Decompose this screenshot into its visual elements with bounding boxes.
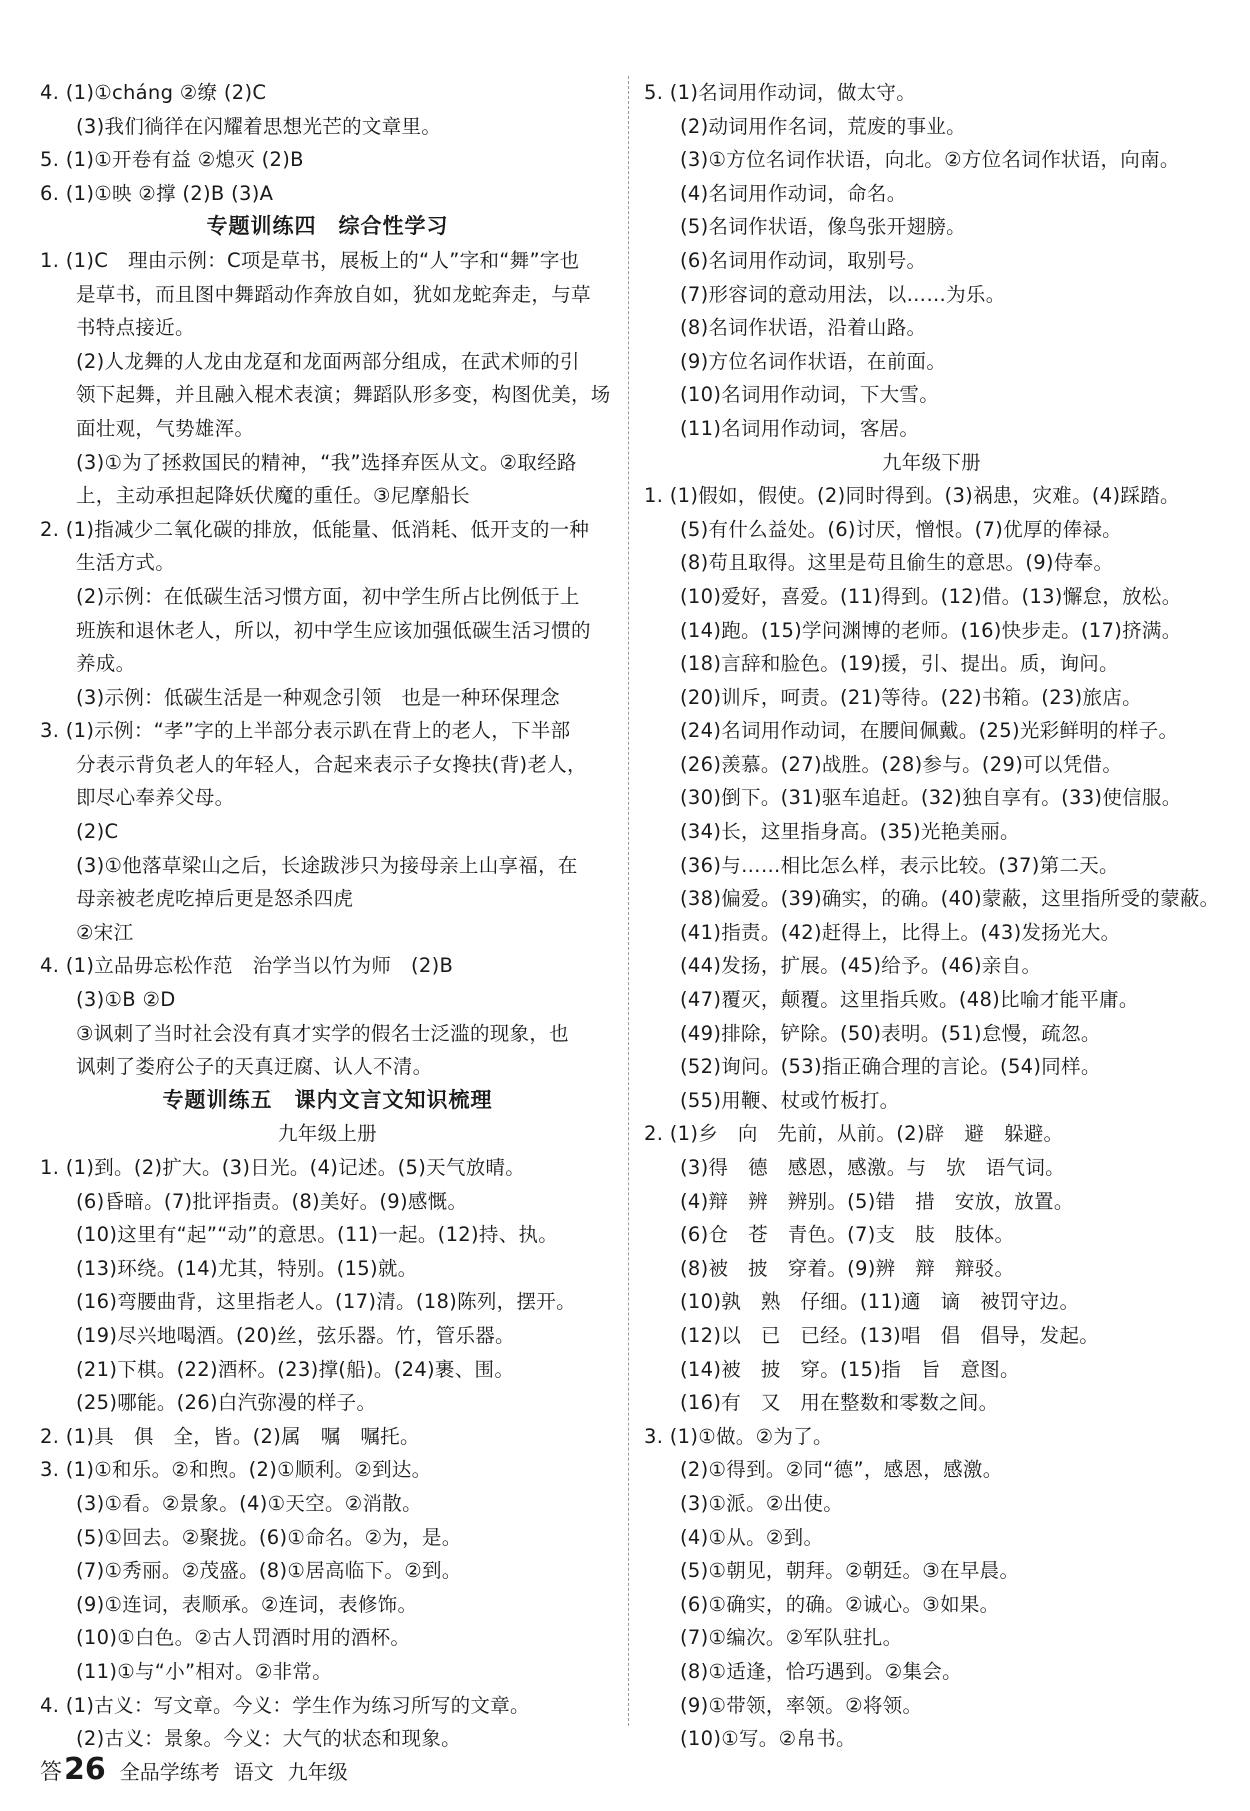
- answer-line: 3. (1)①和乐。②和煦。(2)①顺利。②到达。: [40, 1458, 432, 1482]
- subject-label: 语文: [233, 1760, 274, 1784]
- answer-line: (5)①回去。②聚拢。(6)①命名。②为，是。: [76, 1525, 462, 1549]
- answer-line: (6)名词用作动词，取别号。: [680, 248, 927, 272]
- right-column: [644, 76, 1220, 1751]
- answer-line: (10)孰 熟 仔细。(11)適 谪 被罚守边。: [680, 1290, 1080, 1314]
- answer-line: (13)环绕。(14)尤其，特别。(15)就。: [76, 1256, 418, 1280]
- answer-line: 1. (1)假如，假使。(2)同时得到。(3)祸患，灾难。(4)踩踏。: [644, 484, 1180, 508]
- answer-line: 4. (1)古义：写文章。今义：学生作为练习所写的文章。: [40, 1693, 530, 1717]
- answer-line: 6. (1)①映 ②撑 (2)B (3)A: [40, 181, 274, 205]
- answer-line: (3)①方位名词作状语，向北。②方位名词作状语，向南。: [680, 148, 1180, 172]
- answer-line: (3)我们徜徉在闪耀着思想光芒的文章里。: [76, 114, 442, 138]
- answer-line: (41)指责。(42)赶得上，比得上。(43)发扬光大。: [680, 920, 1121, 944]
- answer-line: (2)动词用作名词，荒废的事业。: [680, 114, 966, 138]
- answer-line: (3)①他落草梁山之后，长途跋涉只为接母亲上山享福，在: [76, 853, 578, 877]
- answer-line: 2. (1)乡 向 先前，从前。(2)辟 避 躲避。: [644, 1122, 1064, 1146]
- answer-line: (4)辩 辨 辨别。(5)错 措 安放，放置。: [680, 1189, 1074, 1213]
- answer-line: 上，主动承担起降妖伏魔的重任。③尼摩船长: [76, 484, 470, 508]
- answer-line: 5. (1)①开卷有益 ②熄灭 (2)B: [40, 148, 304, 172]
- answer-line: (21)下棋。(22)酒杯。(23)撑(船)。(24)裹、围。: [76, 1357, 515, 1381]
- answer-line: (55)用鞭、杖或竹板打。: [680, 1088, 900, 1112]
- answer-line: (7)形容词的意动用法，以……为乐。: [680, 282, 1006, 306]
- answer-line: 3. (1)示例：“孝”字的上半部分表示趴在背上的老人，下半部: [40, 719, 571, 743]
- answer-line: (52)询问。(53)指正确合理的言论。(54)同样。: [680, 1055, 1101, 1079]
- left-column: [40, 76, 615, 1751]
- answer-line: (2)①得到。②同“德”，感恩，感激。: [680, 1458, 1003, 1482]
- answer-line: (7)①编次。②军队驻扎。: [680, 1626, 903, 1650]
- answer-line: (3)①派。②出使。: [680, 1491, 844, 1515]
- answer-line: (8)被 披 穿着。(9)辨 辩 辩驳。: [680, 1256, 1015, 1280]
- answer-line: (2)C: [76, 820, 119, 844]
- answer-line: 2. (1)指减少二氧化碳的排放，低能量、低消耗、低开支的一种: [40, 517, 590, 541]
- answer-line: (3)示例：低碳生活是一种观念引领 也是一种环保理念: [76, 685, 560, 709]
- answer-line: 2. (1)具 俱 全，皆。(2)属 嘱 嘱托。: [40, 1424, 420, 1448]
- answer-line: 4. (1)①cháng ②缭 (2)C: [40, 81, 267, 104]
- answer-line: (11)①与“小”相对。②非常。: [76, 1659, 332, 1683]
- column-divider: [628, 76, 630, 1726]
- answer-line: 5. (1)名词用作动词，做太守。: [644, 81, 917, 104]
- answer-line: (10)名词用作动词，下大雪。: [680, 383, 940, 407]
- answer-line: (5)名词作状语，像鸟张开翅膀。: [680, 215, 966, 239]
- answer-line: (6)仓 苍 青色。(7)支 肢 肢体。: [680, 1223, 1015, 1247]
- answer-line: (5)①朝见，朝拜。②朝廷。③在早晨。: [680, 1559, 1020, 1583]
- answer-line: (4)名词用作动词，命名。: [680, 181, 907, 205]
- answer-line: (2)古义：景象。今义：大气的状态和现象。: [76, 1727, 461, 1751]
- answer-line: (38)偏爱。(39)确实，的确。(40)蒙蔽，这里指所受的蒙蔽。: [680, 887, 1220, 911]
- section-title: 专题训练四 综合性学习: [206, 214, 449, 239]
- page-number: 26: [64, 1752, 106, 1787]
- answer-line: (19)尽兴地喝酒。(20)丝，弦乐器。竹，管乐器。: [76, 1323, 515, 1347]
- answer-line: (16)弯腰曲背，这里指老人。(17)清。(18)陈列，摆开。: [76, 1290, 576, 1314]
- answer-line: 生活方式。: [76, 551, 176, 575]
- answer-line: (10)①写。②帛书。: [680, 1727, 856, 1751]
- answer-line: (47)覆灭，颠覆。这里指兵败。(48)比喻才能平庸。: [680, 988, 1139, 1012]
- answer-line: 领下起舞，并且融入棍术表演；舞蹈队形多变，构图优美，场: [76, 383, 611, 407]
- answer-line: (6)昏暗。(7)批评指责。(8)美好。(9)感慨。: [76, 1189, 468, 1213]
- answer-line: ②宋江: [76, 920, 134, 944]
- answer-line: (34)长，这里指身高。(35)光艳美丽。: [680, 820, 1020, 844]
- answer-line: 1. (1)到。(2)扩大。(3)日光。(4)记述。(5)天气放晴。: [40, 1156, 526, 1179]
- answer-line: 面壮观，气势雄浑。: [76, 416, 255, 440]
- answer-line: 是草书，而且图中舞蹈动作奔放自如，犹如龙蛇奔走，与草: [76, 282, 591, 306]
- volume-title: 九年级下册: [881, 450, 981, 474]
- answer-line: (16)有 又 用在整数和零数之间。: [680, 1391, 999, 1415]
- section-title: 专题训练五 课内文言文知识梳理: [162, 1087, 493, 1112]
- answer-line: (44)发扬，扩展。(45)给予。(46)亲自。: [680, 954, 1042, 978]
- answer-line: (11)名词用作动词，客居。: [680, 416, 920, 440]
- answer-line: (2)示例：在低碳生活习惯方面，初中学生所占比例低于上: [76, 584, 580, 608]
- answer-line: (18)言辞和脸色。(19)援，引、提出。质，询问。: [680, 652, 1119, 676]
- answer-line: (9)①连词，表顺承。②连词，表修饰。: [76, 1592, 418, 1616]
- answer-line: (30)倒下。(31)驱车追赶。(32)独自享有。(33)使信服。: [680, 786, 1182, 810]
- answer-line: (9)方位名词作状语，在前面。: [680, 349, 947, 373]
- answer-line: (5)有什么益处。(6)讨厌，憎恨。(7)优厚的俸禄。: [680, 517, 1122, 541]
- answer-line: (36)与……相比怎么样，表示比较。(37)第二天。: [680, 853, 1119, 877]
- answer-line: (10)爱好，喜爱。(11)得到。(12)借。(13)懈怠，放松。: [680, 584, 1182, 608]
- answer-line: (10)①白色。②古人罚酒时用的酒杯。: [76, 1626, 411, 1650]
- answer-line: (20)训斥，呵责。(21)等待。(22)书箱。(23)旅店。: [680, 685, 1142, 709]
- answer-line: 养成。: [76, 652, 136, 676]
- answer-line: (8)①适逢，恰巧遇到。②集会。: [680, 1659, 962, 1683]
- answer-line: (9)①带领，率领。②将领。: [680, 1693, 923, 1717]
- grade-label: 九年级: [287, 1760, 348, 1784]
- answer-line: (4)①从。②到。: [680, 1525, 824, 1549]
- answer-line: (49)排除，铲除。(50)表明。(51)怠慢，疏忽。: [680, 1021, 1101, 1045]
- answer-line: 讽刺了娄府公子的天真迂腐、认人不清。: [76, 1055, 433, 1079]
- answer-line: (25)哪能。(26)白汽弥漫的样子。: [76, 1391, 377, 1415]
- book-title: 全品学练考: [119, 1760, 220, 1784]
- answer-line: ③讽刺了当时社会没有真才实学的假名士泛滥的现象，也: [76, 1021, 569, 1045]
- answer-line: (14)被 披 穿。(15)指 旨 意图。: [680, 1357, 1020, 1381]
- answer-line: (8)苟且取得。这里是苟且偷生的意思。(9)侍奉。: [680, 551, 1114, 575]
- volume-title: 九年级上册: [277, 1122, 377, 1146]
- page-footer: [40, 1752, 348, 1792]
- answer-line: 3. (1)①做。②为了。: [644, 1424, 833, 1448]
- answer-line: (3)①看。②景象。(4)①天空。②消散。: [76, 1491, 422, 1515]
- answer-line: (26)羡慕。(27)战胜。(28)参与。(29)可以凭借。: [680, 752, 1123, 776]
- answer-line: 1. (1)C 理由示例：C项是草书，展板上的“人”字和“舞”字也: [40, 248, 580, 272]
- answer-line: (3)得 德 感恩，感激。与 欤 语气词。: [680, 1156, 1065, 1179]
- answer-line: (7)①秀丽。②茂盛。(8)①居高临下。②到。: [76, 1559, 462, 1583]
- answer-line: 分表示背负老人的年轻人，合起来表示子女搀扶(背)老人，: [76, 752, 587, 776]
- answer-label: 答: [40, 1760, 63, 1785]
- answer-line: 母亲被老虎吃掉后更是怒杀四虎: [76, 887, 354, 911]
- answer-line: (3)①B ②D: [76, 988, 176, 1012]
- answer-line: (24)名词用作动词，在腰间佩戴。(25)光彩鲜明的样子。: [680, 719, 1179, 743]
- answer-line: 即尽心奉养父母。: [76, 786, 235, 810]
- answer-line: (14)跑。(15)学问渊博的老师。(16)快步走。(17)挤满。: [680, 618, 1182, 642]
- answer-line: (12)以 已 已经。(13)唱 倡 倡导，发起。: [680, 1323, 1100, 1347]
- answer-line: (10)这里有“起”“动”的意思。(11)一起。(12)持、执。: [76, 1223, 559, 1247]
- answer-line: (8)名词作状语，沿着山路。: [680, 316, 927, 340]
- answer-line: (3)①为了拯救国民的精神，“我”选择弃医从文。②取经路: [76, 450, 577, 474]
- answer-line: 书特点接近。: [76, 316, 195, 340]
- answer-line: 班族和退休老人，所以，初中学生应该加强低碳生活习惯的: [76, 618, 591, 642]
- answer-line: (2)人龙舞的人龙由龙趸和龙面两部分组成，在武术师的引: [76, 349, 580, 373]
- answer-line: (6)①确实，的确。②诚心。③如果。: [680, 1592, 1000, 1616]
- answer-line: 4. (1)立品毋忘松作范 治学当以竹为师 (2)B: [40, 954, 454, 978]
